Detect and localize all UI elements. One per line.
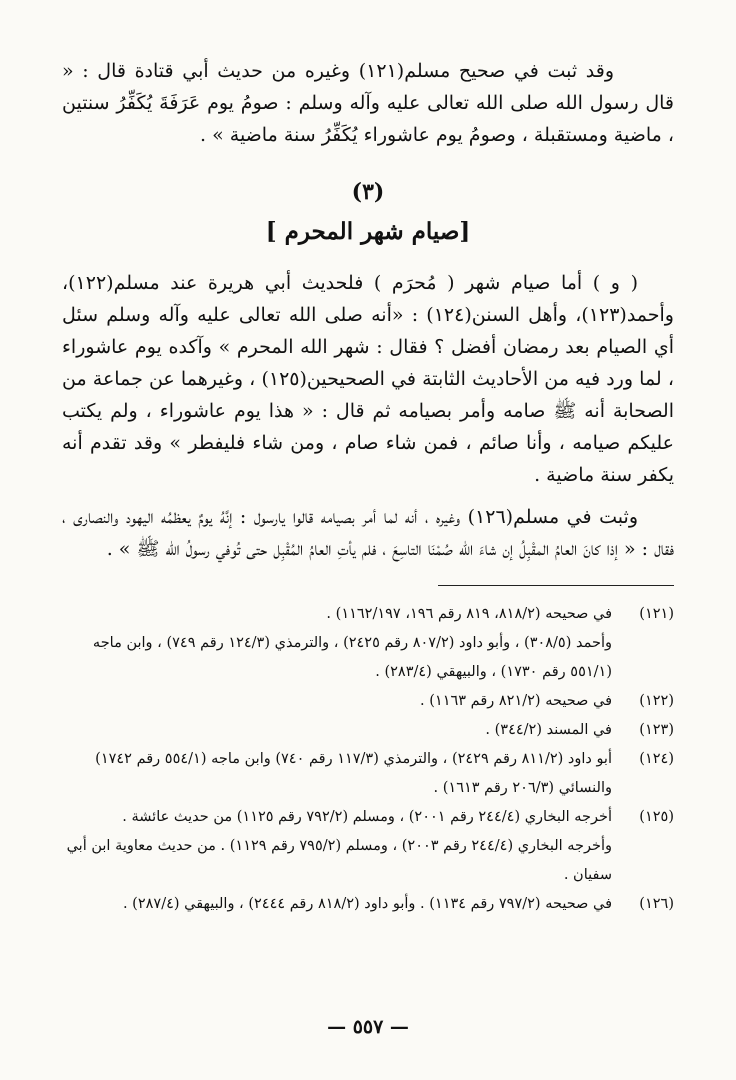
footnote-number: (١٢٤) [639, 751, 674, 767]
page-number: — ٥٥٧ — [327, 1016, 409, 1038]
footnote-124 [62, 745, 674, 803]
footnote-number: (١٢٥) [639, 809, 674, 825]
footnote-123 [62, 716, 674, 745]
footnote-121 [62, 600, 674, 687]
footnote-number: (١٢١) [639, 606, 674, 622]
section-number: (٣) [351, 179, 385, 205]
page-body [62, 55, 674, 919]
footnote-text: في صحيحه (٧٩٧/٢ رقم ١١٣٤) . وأبو داود (٨١٨/٢ رقم ٢٤٤٤) ، والبيهقي (٢٨٧/٤) . [122, 896, 612, 912]
footnote-text: وأحمد (٣٠٨/٥) ، وأبو داود (٨٠٧/٢ رقم ٢٤٢٥) ، والترمذي (١٢٤/٣ رقم ٧٤٩) ، وابن ماجه (٥٥١/١ رقم ١٧٣٠) ، والبيهقي (٢٨٣/٤) . [92, 635, 612, 680]
section-title: [صيام شهر المحرم ] [265, 218, 471, 245]
footnote-number: (١٢٦) [639, 896, 674, 912]
footnote-divider [438, 585, 674, 586]
footnotes [62, 600, 674, 919]
footnote-number: (١٢٢) [639, 693, 674, 709]
footnote-122 [62, 687, 674, 716]
footnote-text: وأخرجه البخاري (٢٤٤/٤ رقم ٢٠٠٣) ، ومسلم (٧٩٥/٢ رقم ١١٢٩) . من حديث معاوية ابن أبي سفيان . [66, 838, 612, 883]
footnote-number: (١٢٣) [639, 722, 674, 738]
footnote-text: أبو داود (٨١١/٢ رقم ٢٤٢٩) ، والترمذي (١١٧/٣ رقم ٧٤٠) وابن ماجه (٥٥٤/١ رقم ١٧٤٢) والنسائي (٢٠٦/٣ رقم ١٦١٣) . [95, 751, 612, 796]
footnote-text: في صحيحه (٨١٨/٢، ٨١٩ رقم ١٩٦، ١١٦٢/١٩٧) . [326, 606, 612, 622]
paragraph-3: وثبت في مسلم(١٢٦) وغيره ، أنه لما أمر بصيامه قالوا يارسول : إنَّهُ يومٌ يعظمُه اليهود والنصارى ، فقال : « إذا كانَ العامُ المقْبِلُ إن شاءَ الله صُمْنَا التاسِعَ ، فلم يأتِ العامُ المُقْبِل حتى تُوفي رسولُ الله ﷺ » . [62, 506, 674, 560]
footnote-126 [62, 890, 674, 919]
footnote-text: في المسند (٣٤٤/٢) . [485, 722, 612, 738]
footnote-125 [62, 803, 674, 890]
footnote-text: في صحيحه (٨٢١/٢ رقم ١١٦٣) . [420, 693, 612, 709]
paragraph-2: ( و ) أما صيام شهر ( مُحرَم ) فلحديث أبي هريرة عند مسلم(١٢٢)، وأحمد(١٢٣)، وأهل السنن(١٢٤) : «أنه صلى الله تعالى عليه وآله وسلم سئل أي الصيام بعد رمضان أفضل ؟ فقال : شهر الله المحرم » وآكده يوم عاشوراء ، لما ورد فيه من الأحاديث الثابتة في الصحيحين(١٢٥) ، وغيرهما عن جماعة من الصحابة أنه ﷺ صامه وأمر بصيامه ثم قال : « هذا يوم عاشوراء ، ولم يكتب عليكم صيامه ، وأنا صائم ، فمن شاء صام ، ومن شاء فليفطر » وقد تقدم أنه يكفر سنة ماضية . [62, 272, 674, 486]
footnote-text: أخرجه البخاري (٢٤٤/٤ رقم ٢٠٠١) ، ومسلم (٧٩٢/٢ رقم ١١٢٥) من حديث عائشة . [122, 809, 612, 825]
paragraph-1: وقد ثبت في صحيح مسلم(١٢١) وغيره من حديث أبي قتادة قال : « قال رسول الله صلى الله تعالى عليه وآله وسلم : صومُ يوم عَرَفَةَ يُكَفِّرُ سنتين ، ماضية ومستقبلة ، وصومُ يوم عاشوراء يُكَفِّرُ سنة ماضية » . [62, 60, 674, 146]
